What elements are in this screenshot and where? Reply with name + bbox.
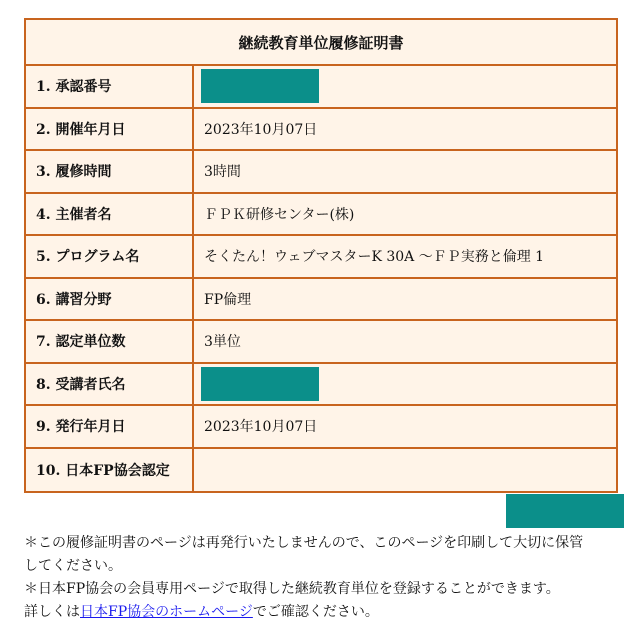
note-register: ＊日本FP協会の会員専用ページで取得した継続教育単位を登録することができます。 (24, 581, 560, 597)
row-label: 3. 履修時間 (26, 151, 194, 192)
row-label: 9. 発行年月日 (26, 406, 194, 447)
row-credit-units (26, 321, 616, 364)
row-value: 2023年10月07日 (204, 121, 318, 138)
row-label: 10. 日本FP協会認定 (26, 449, 194, 492)
note-details-suffix: でご確認ください。 (252, 604, 379, 620)
row-organizer (26, 194, 616, 237)
note-details-prefix: 詳しくは (24, 604, 80, 620)
row-label: 1. 承認番号 (26, 66, 194, 107)
row-label: 5. プログラム名 (26, 236, 194, 277)
row-attendee-name (26, 364, 616, 407)
stamp-redaction-block (506, 494, 624, 528)
redaction-block (201, 367, 319, 401)
row-jafp-certification (26, 449, 616, 492)
redaction-block (201, 69, 319, 103)
notes (24, 532, 624, 624)
row-value: そくたん！ウェブマスターK 30A ～ＦＰ実務と倫理 1 (204, 249, 545, 266)
row-approval-number (26, 66, 616, 109)
certificate-title: 継続教育単位履修証明書 (26, 20, 616, 66)
row-issue-date (26, 406, 616, 449)
row-value: 3時間 (204, 164, 241, 181)
note-reissue: ＊この履修証明書のページは再発行いたしませんので、このページを印刷して大切に保管 (24, 535, 584, 551)
row-value (194, 364, 616, 405)
certificate-table (24, 18, 618, 493)
row-program-name (26, 236, 616, 279)
row-value: ＦＰＫ研修センター(株) (204, 206, 355, 223)
row-event-date (26, 109, 616, 152)
row-label: 4. 主催者名 (26, 194, 194, 235)
row-label: 2. 開催年月日 (26, 109, 194, 150)
note-details (24, 601, 624, 624)
row-value (194, 449, 616, 492)
note-reissue-cont: してください。 (24, 558, 122, 574)
row-course-field (26, 279, 616, 322)
row-value: 3単位 (204, 334, 241, 351)
row-value (194, 66, 616, 107)
row-label: 8. 受講者氏名 (26, 364, 194, 405)
jafp-homepage-link[interactable]: 日本FP協会のホームページ (80, 604, 253, 620)
row-label: 7. 認定単位数 (26, 321, 194, 362)
row-value: 2023年10月07日 (204, 419, 318, 436)
row-study-hours (26, 151, 616, 194)
row-value: FP倫理 (204, 291, 252, 308)
row-label: 6. 講習分野 (26, 279, 194, 320)
